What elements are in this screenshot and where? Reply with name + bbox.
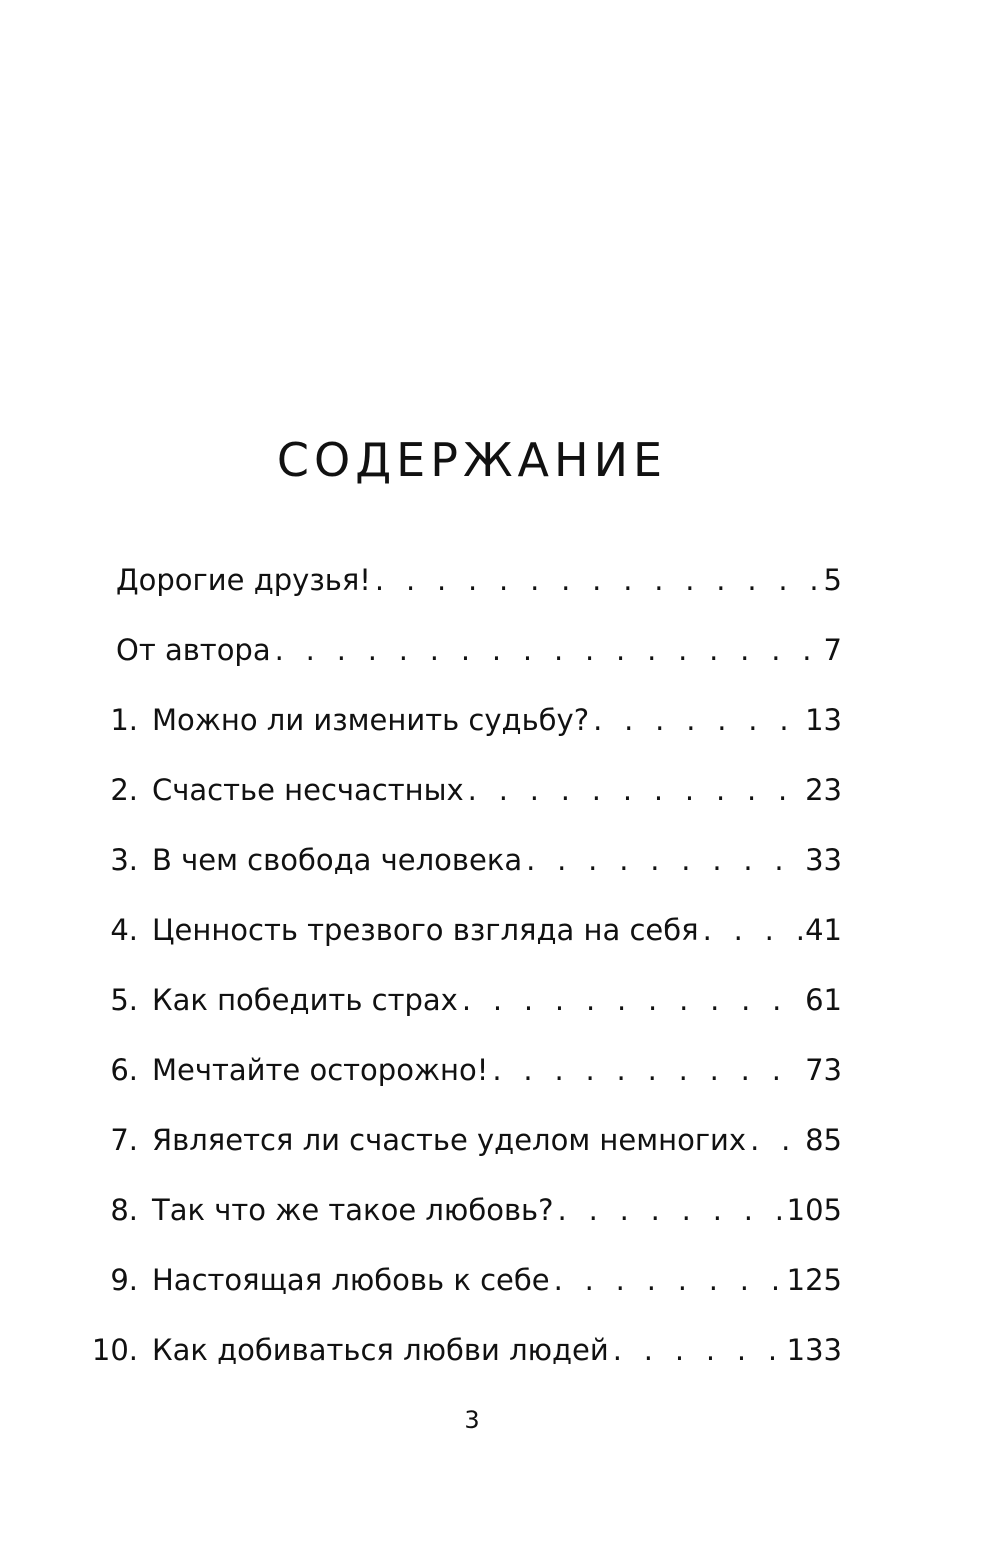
toc-leader-dots <box>526 825 803 895</box>
toc-leader-dots <box>593 685 803 755</box>
toc-entry-number: 2. <box>110 773 138 807</box>
toc-entry-number: 10. <box>91 1333 138 1367</box>
toc-entry-title: Как добиваться любви людей <box>152 1333 609 1367</box>
toc-entry-number: 5. <box>110 983 138 1017</box>
toc-entry-number: 4. <box>110 913 138 947</box>
toc-entry-title: Ценность трезвого взгляда на себя <box>152 913 699 947</box>
toc-entry <box>0 895 1000 965</box>
toc-row <box>152 1245 842 1315</box>
toc-leader-dots <box>554 1245 785 1315</box>
toc-entry <box>0 965 1000 1035</box>
toc-entry-page: 133 <box>786 1333 842 1367</box>
toc-entry-number: 9. <box>110 1263 138 1297</box>
toc-entry <box>0 1035 1000 1105</box>
toc-entry-page: 23 <box>805 773 842 807</box>
toc-entry-title: Является ли счастье уделом немногих <box>152 1123 747 1157</box>
toc-entry-page: 73 <box>805 1053 842 1087</box>
toc-row <box>152 895 842 965</box>
toc-entry-title: Настоящая любовь к себе <box>152 1263 550 1297</box>
toc-entry-title: В чем свобода человека <box>152 843 523 877</box>
toc-entry-page: 5 <box>823 563 842 597</box>
toc-leader-dots <box>492 1035 803 1105</box>
toc-row <box>152 1035 842 1105</box>
toc-row <box>152 1175 842 1245</box>
toc-entry <box>0 1175 1000 1245</box>
toc-entry-page: 41 <box>805 913 842 947</box>
toc-entry-title: Счастье несчастных <box>152 773 464 807</box>
toc-row <box>152 1105 842 1175</box>
toc-leader-dots <box>703 895 803 965</box>
toc-entry-title: От автора <box>116 633 271 667</box>
toc-entry-page: 7 <box>823 633 842 667</box>
toc-entry <box>0 1245 1000 1315</box>
toc-entry-page: 13 <box>805 703 842 737</box>
toc-leader-dots <box>375 545 822 615</box>
toc-row <box>116 545 842 615</box>
toc-entry-number: 7. <box>110 1123 138 1157</box>
toc-row <box>152 685 842 755</box>
toc-leader-dots <box>275 615 822 685</box>
toc-entry <box>0 545 1000 615</box>
toc-row <box>152 755 842 825</box>
toc-entry-page: 85 <box>805 1123 842 1157</box>
toc-entry <box>0 615 1000 685</box>
toc-entry <box>0 825 1000 895</box>
toc-entry-title: Дорогие друзья! <box>116 563 371 597</box>
toc-row <box>116 615 842 685</box>
toc-entry-number: 1. <box>110 703 138 737</box>
page-number: 3 <box>464 1406 480 1434</box>
toc-leader-dots <box>462 965 803 1035</box>
toc-entry-title: Можно ли изменить судьбу? <box>152 703 590 737</box>
toc-entry-page: 105 <box>786 1193 842 1227</box>
toc-row <box>152 965 842 1035</box>
toc-list <box>0 545 1000 1385</box>
toc-entry-title: Так что же такое любовь? <box>152 1193 554 1227</box>
toc-leader-dots <box>558 1175 785 1245</box>
toc-entry <box>0 685 1000 755</box>
toc-entry-title: Мечтайте осторожно! <box>152 1053 489 1087</box>
toc-leader-dots <box>468 755 803 825</box>
toc-entry <box>0 1105 1000 1175</box>
toc-entry-number: 3. <box>110 843 138 877</box>
toc-leader-dots <box>613 1315 785 1385</box>
toc-row <box>152 1315 842 1385</box>
toc-entry-page: 125 <box>786 1263 842 1297</box>
toc-entry-number: 6. <box>110 1053 138 1087</box>
toc-entry-page: 33 <box>805 843 842 877</box>
toc-leader-dots <box>750 1105 803 1175</box>
toc-entry-page: 61 <box>805 983 842 1017</box>
toc-entry-number: 8. <box>110 1193 138 1227</box>
toc-row <box>152 825 842 895</box>
toc-title: СОДЕРЖАНИЕ <box>276 433 668 487</box>
toc-entry-title: Как победить страх <box>152 983 458 1017</box>
toc-entry <box>0 1315 1000 1385</box>
toc-entry <box>0 755 1000 825</box>
